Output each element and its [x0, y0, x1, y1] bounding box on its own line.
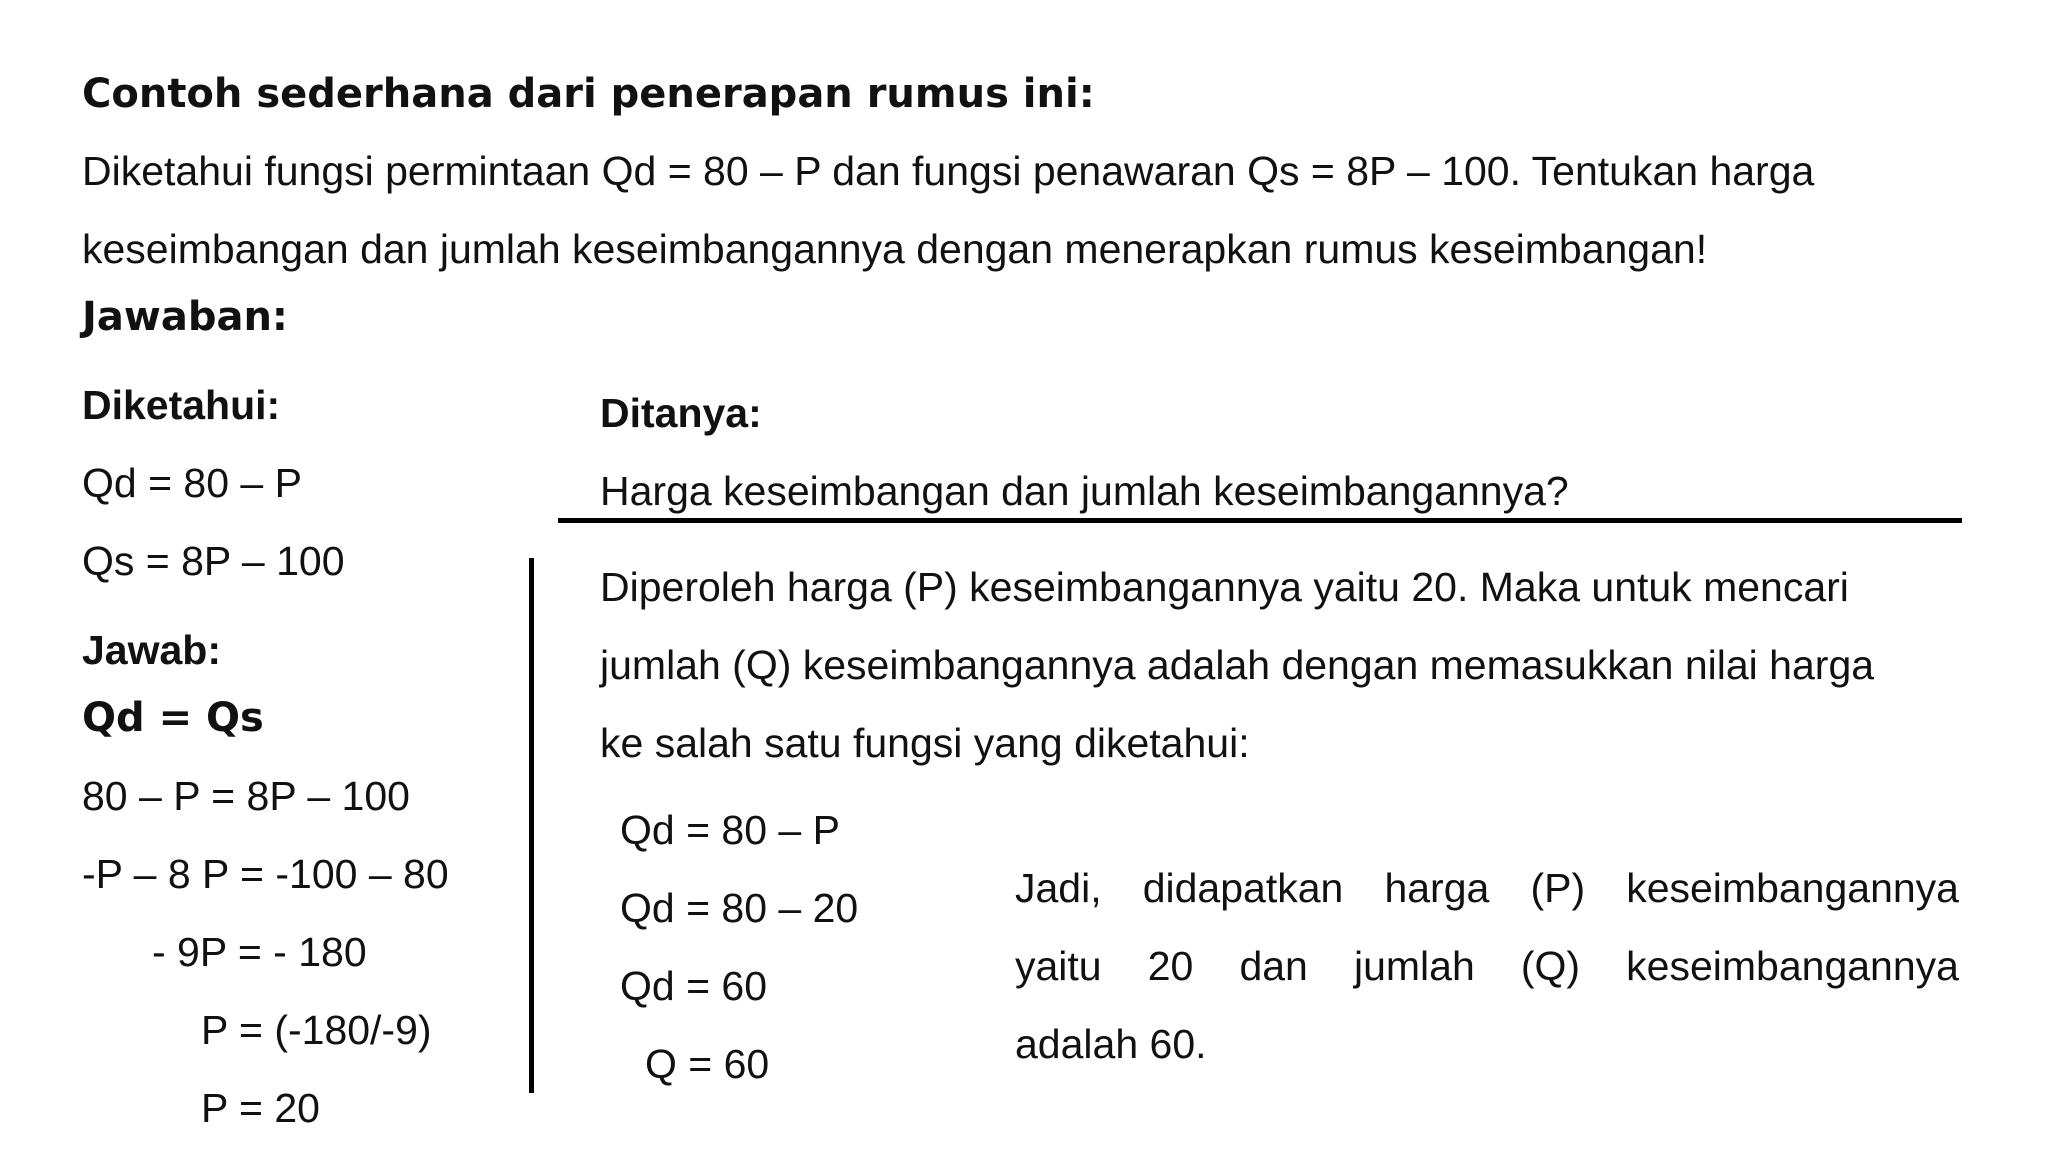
- conclusion-line-2: [1015, 943, 1959, 989]
- substitution-step: Q = 60: [645, 1041, 770, 1087]
- conclusion-word: Jadi,: [1015, 865, 1102, 911]
- solution-step: P = (-180/-9): [201, 1007, 432, 1053]
- conclusion-word: jumlah: [1353, 943, 1475, 989]
- explanation-line: jumlah (Q) keseimbangannya adalah dengan memasukkan nilai harga: [600, 642, 1875, 688]
- conclusion-word: didapatkan: [1142, 865, 1344, 911]
- solution-step: - 9P = - 180: [152, 929, 367, 975]
- conclusion-word: (Q): [1520, 943, 1581, 989]
- solution-heading: Jawab:: [82, 627, 221, 673]
- conclusion-line-1: [1015, 865, 1959, 911]
- vertical-divider: [529, 558, 534, 1093]
- substitution-step: Qd = 80 – P: [620, 807, 840, 853]
- solution-equation: Qd = Qs: [82, 695, 264, 741]
- conclusion-word: yaitu: [1015, 943, 1102, 989]
- solution-step: 80 – P = 8P – 100: [82, 773, 410, 819]
- conclusion-word: (P): [1530, 865, 1586, 911]
- explanation-line: ke salah satu fungsi yang diketahui:: [600, 720, 1250, 766]
- question-line-1: Diketahui fungsi permintaan Qd = 80 – P dan fungsi penawaran Qs = 8P – 100. Tentukan harga: [82, 148, 1815, 194]
- page-title: Contoh sederhana dari penerapan rumus ini:: [82, 71, 1095, 117]
- conclusion-word: keseimbangannya: [1626, 865, 1959, 911]
- substitution-step: Qd = 60: [620, 963, 768, 1009]
- conclusion-word: dan: [1239, 943, 1308, 989]
- conclusion-word: keseimbangannya: [1626, 943, 1959, 989]
- explanation-line: Diperoleh harga (P) keseimbangannya yaitu 20. Maka untuk mencari: [600, 564, 1849, 610]
- known-heading: Diketahui:: [82, 382, 281, 428]
- solution-step: P = 20: [201, 1085, 320, 1131]
- horizontal-divider: [558, 518, 1962, 523]
- known-item: Qd = 80 – P: [82, 460, 302, 506]
- known-item: Qs = 8P – 100: [82, 538, 345, 584]
- conclusion-word: 20: [1147, 943, 1194, 989]
- question-line-2: keseimbangan dan jumlah keseimbangannya dengan menerapkan rumus keseimbangan!: [82, 226, 1708, 272]
- asked-heading: Ditanya:: [600, 390, 762, 436]
- asked-text: Harga keseimbangan dan jumlah keseimbangannya?: [600, 468, 1569, 514]
- solution-step: -P – 8 P = -100 – 80: [82, 851, 449, 897]
- conclusion-word: harga: [1384, 865, 1490, 911]
- answer-heading: Jawaban:: [82, 294, 288, 340]
- substitution-step: Qd = 80 – 20: [620, 885, 859, 931]
- conclusion-line-3: adalah 60.: [1015, 1021, 1207, 1067]
